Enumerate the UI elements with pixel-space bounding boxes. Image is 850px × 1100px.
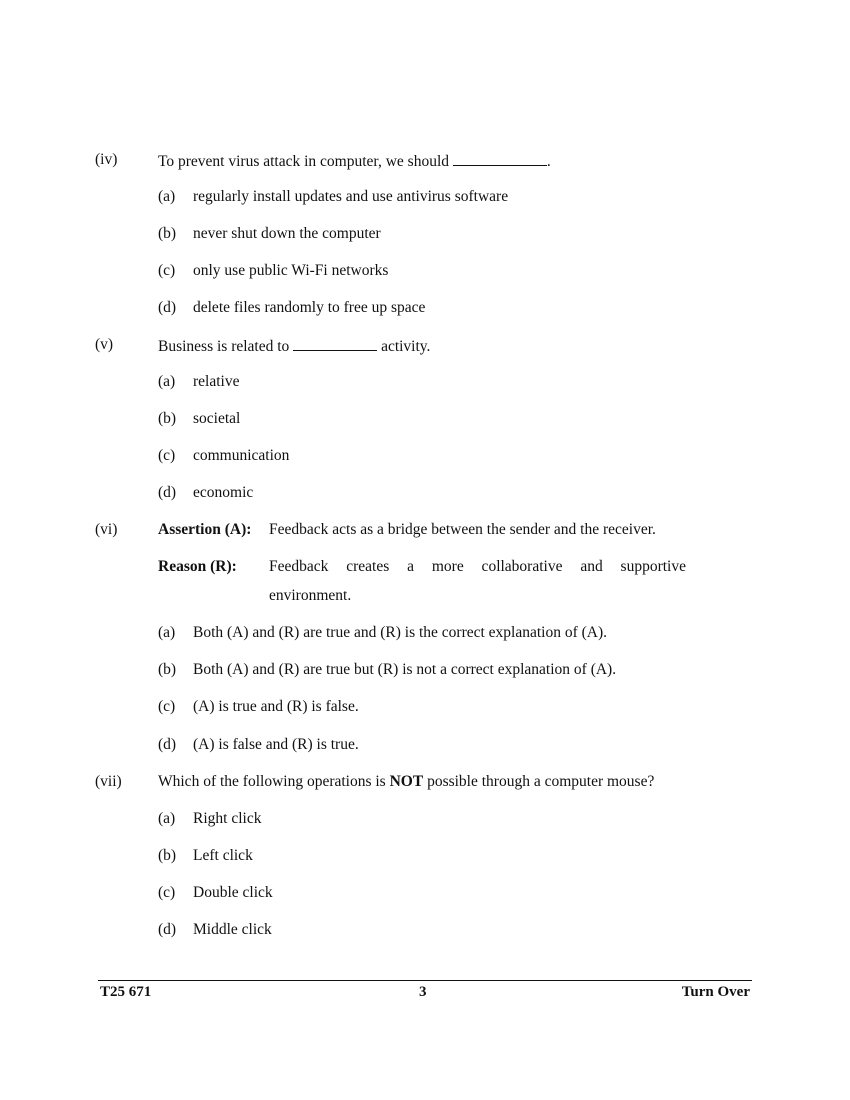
question-text: To prevent virus attack in computer, we should .: [158, 153, 551, 170]
assertion-text: Feedback acts as a bridge between the sender and the receiver.: [269, 521, 656, 538]
option-c: (c) Double click: [158, 884, 273, 901]
question-number: (vii): [95, 773, 122, 790]
option-b: (b) never shut down the computer: [158, 225, 381, 242]
page-number: 3: [419, 984, 427, 1000]
option-b: (b) Both (A) and (R) are true but (R) is not a correct explanation of (A).: [158, 661, 617, 678]
option-d: (d) Middle click: [158, 921, 272, 938]
question-number: (iv): [95, 151, 118, 168]
option-d: (d) delete files randomly to free up space: [158, 299, 426, 316]
option-b: (b) societal: [158, 410, 241, 427]
question-number: (vi): [95, 521, 118, 538]
option-c: (c) only use public Wi-Fi networks: [158, 262, 389, 279]
option-c: (c) communication: [158, 447, 290, 464]
assertion-label: Assertion (A):: [158, 521, 252, 538]
option-d: (d) economic: [158, 484, 254, 501]
answer-blank: [453, 151, 547, 166]
paper-code: T25 671: [100, 984, 152, 1000]
turn-over-label: Turn Over: [681, 984, 750, 1000]
option-c: (c) (A) is true and (R) is false.: [158, 698, 359, 715]
reason-text: Feedback creates a more collaborative and supportive environment.: [269, 558, 686, 604]
question-text: Business is related to activity.: [158, 338, 431, 355]
option-a: (a) Right click: [158, 810, 262, 827]
footer-divider: [98, 980, 752, 981]
reason-label: Reason (R):: [158, 558, 237, 575]
option-b: (b) Left click: [158, 847, 253, 864]
question-text: Which of the following operations is NOT possible through a computer mouse?: [158, 773, 655, 790]
answer-blank: [293, 336, 377, 351]
option-d: (d) (A) is false and (R) is true.: [158, 736, 359, 753]
question-number: (v): [95, 336, 114, 353]
option-a: (a) regularly install updates and use antivirus software: [158, 188, 509, 205]
option-a: (a) relative: [158, 373, 240, 390]
option-a: (a) Both (A) and (R) are true and (R) is the correct explanation of (A).: [158, 624, 608, 641]
